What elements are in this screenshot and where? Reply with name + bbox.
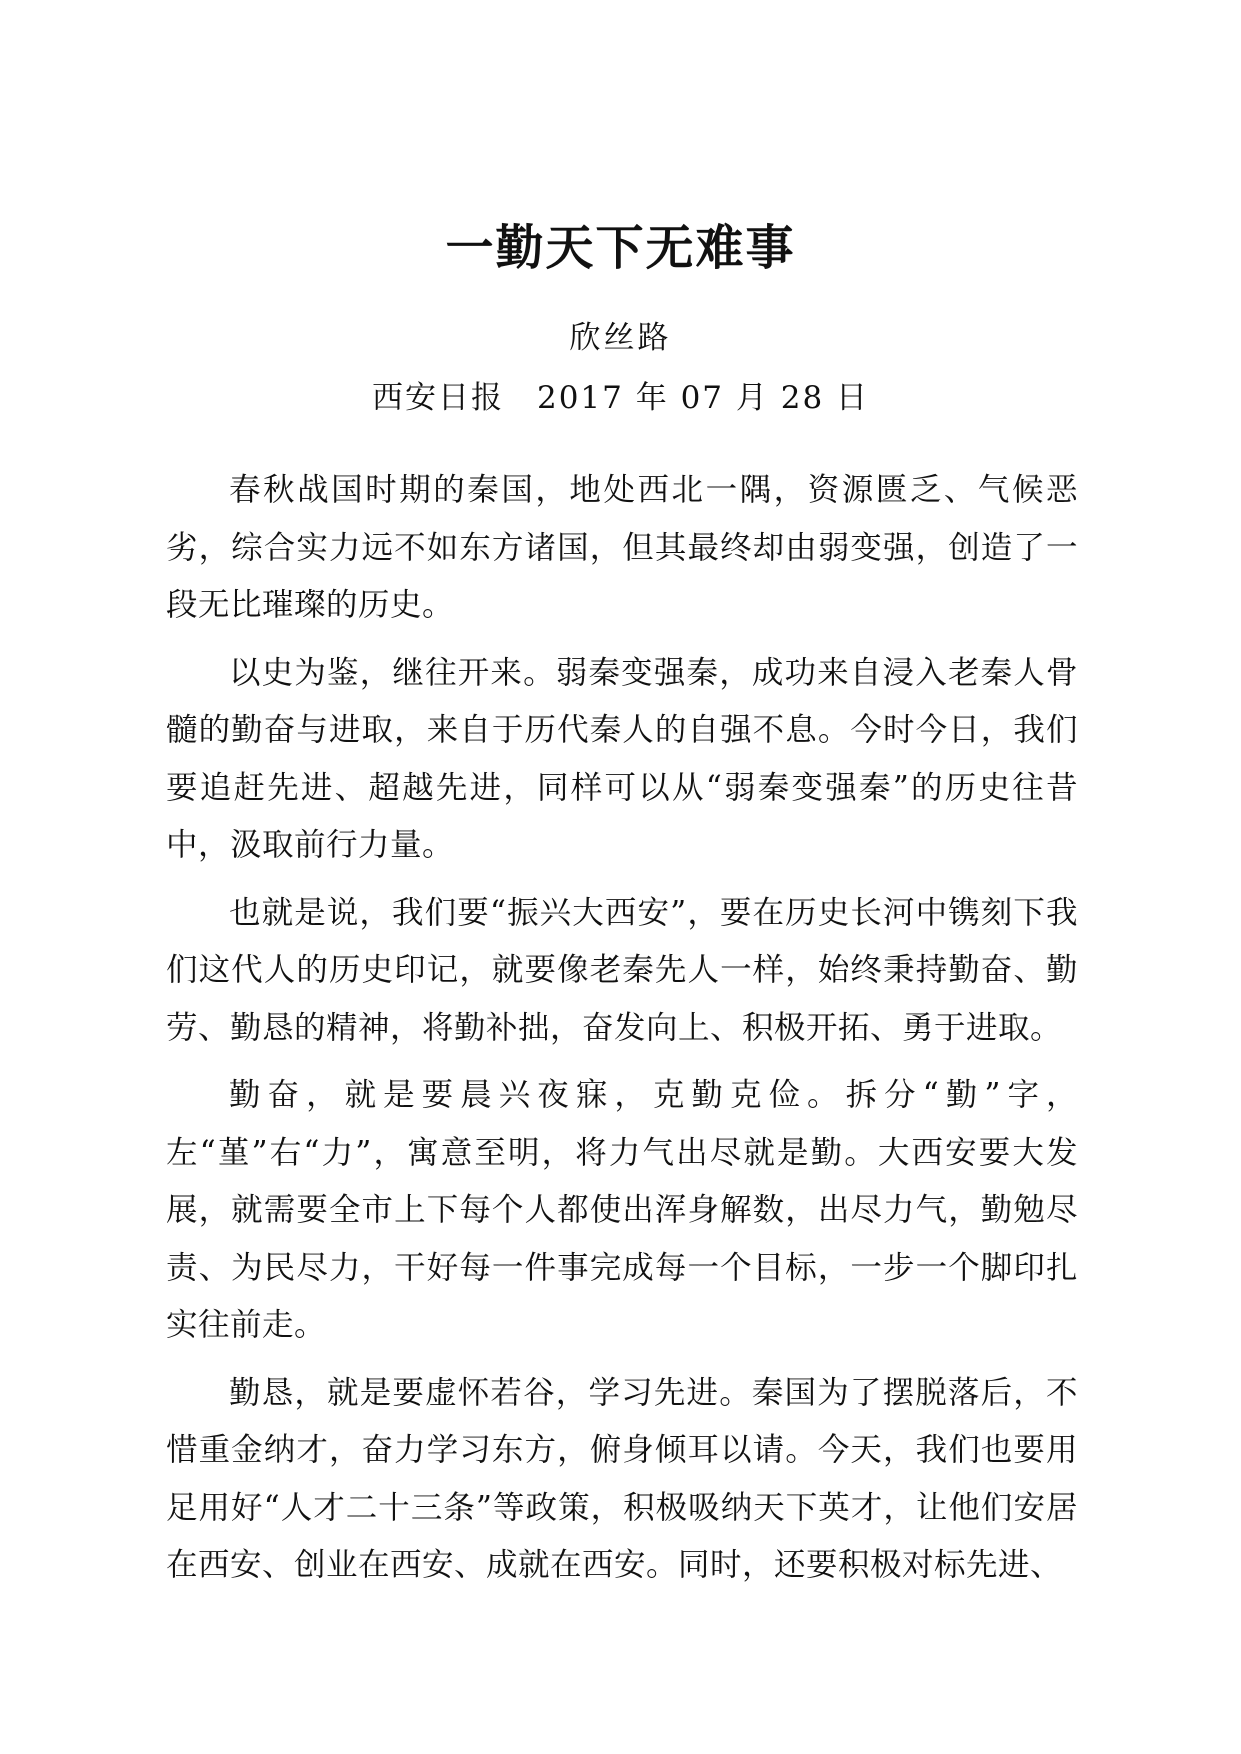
paragraph-4: 勤奋，就是要晨兴夜寐，克勤克俭。拆分“勤”字，左“堇”右“力”，寓意至明，将力气出尽就是勤。大西安要大发展，就需要全市上下每个人都使出浑身解数，出尽力气，勤勉尽责、为民尽力，干好每一件事完成每一个目标，一步一个脚印扎实往前走。 [166,1077,1078,1343]
paragraph-1: 春秋战国时期的秦国，地处西北一隅，资源匮乏、气候恶劣，综合实力远不如东方诸国，但其最终却由弱变强，创造了一段无比璀璨的历史。 [166,472,1078,623]
paragraph-5: 勤恳，就是要虚怀若谷，学习先进。秦国为了摆脱落后，不惜重金纳才，奋力学习东方，俯身倾耳以请。今天，我们也要用足用好“人才二十三条”等政策，积极吸纳天下英才，让他们安居在西安、创业在西安、成就在西安。同时，还要积极对标先进、 [166,1374,1078,1583]
article-body [166,462,1078,1605]
paragraph-2: 以史为鉴，继往开来。弱秦变强秦，成功来自浸入老秦人骨髓的勤奋与进取，来自于历代秦人的自强不息。今时今日，我们要追赶先进、超越先进，同样可以从“弱秦变强秦”的历史往昔中，汲取前行力量。 [166,654,1078,863]
article-title: 一勤天下无难事 [445,220,796,276]
article-author: 欣丝路 [569,320,672,356]
paragraph-3: 也就是说，我们要“振兴大西安”，要在历史长河中镌刻下我们这代人的历史印记，就要像老秦先人一样，始终秉持勤奋、勤劳、勤恳的精神，将勤补拙，奋发向上、积极开拓、勇于进取。 [166,894,1078,1046]
article-source-date: 西安日报 2017 年 07 月 28 日 [371,380,870,416]
